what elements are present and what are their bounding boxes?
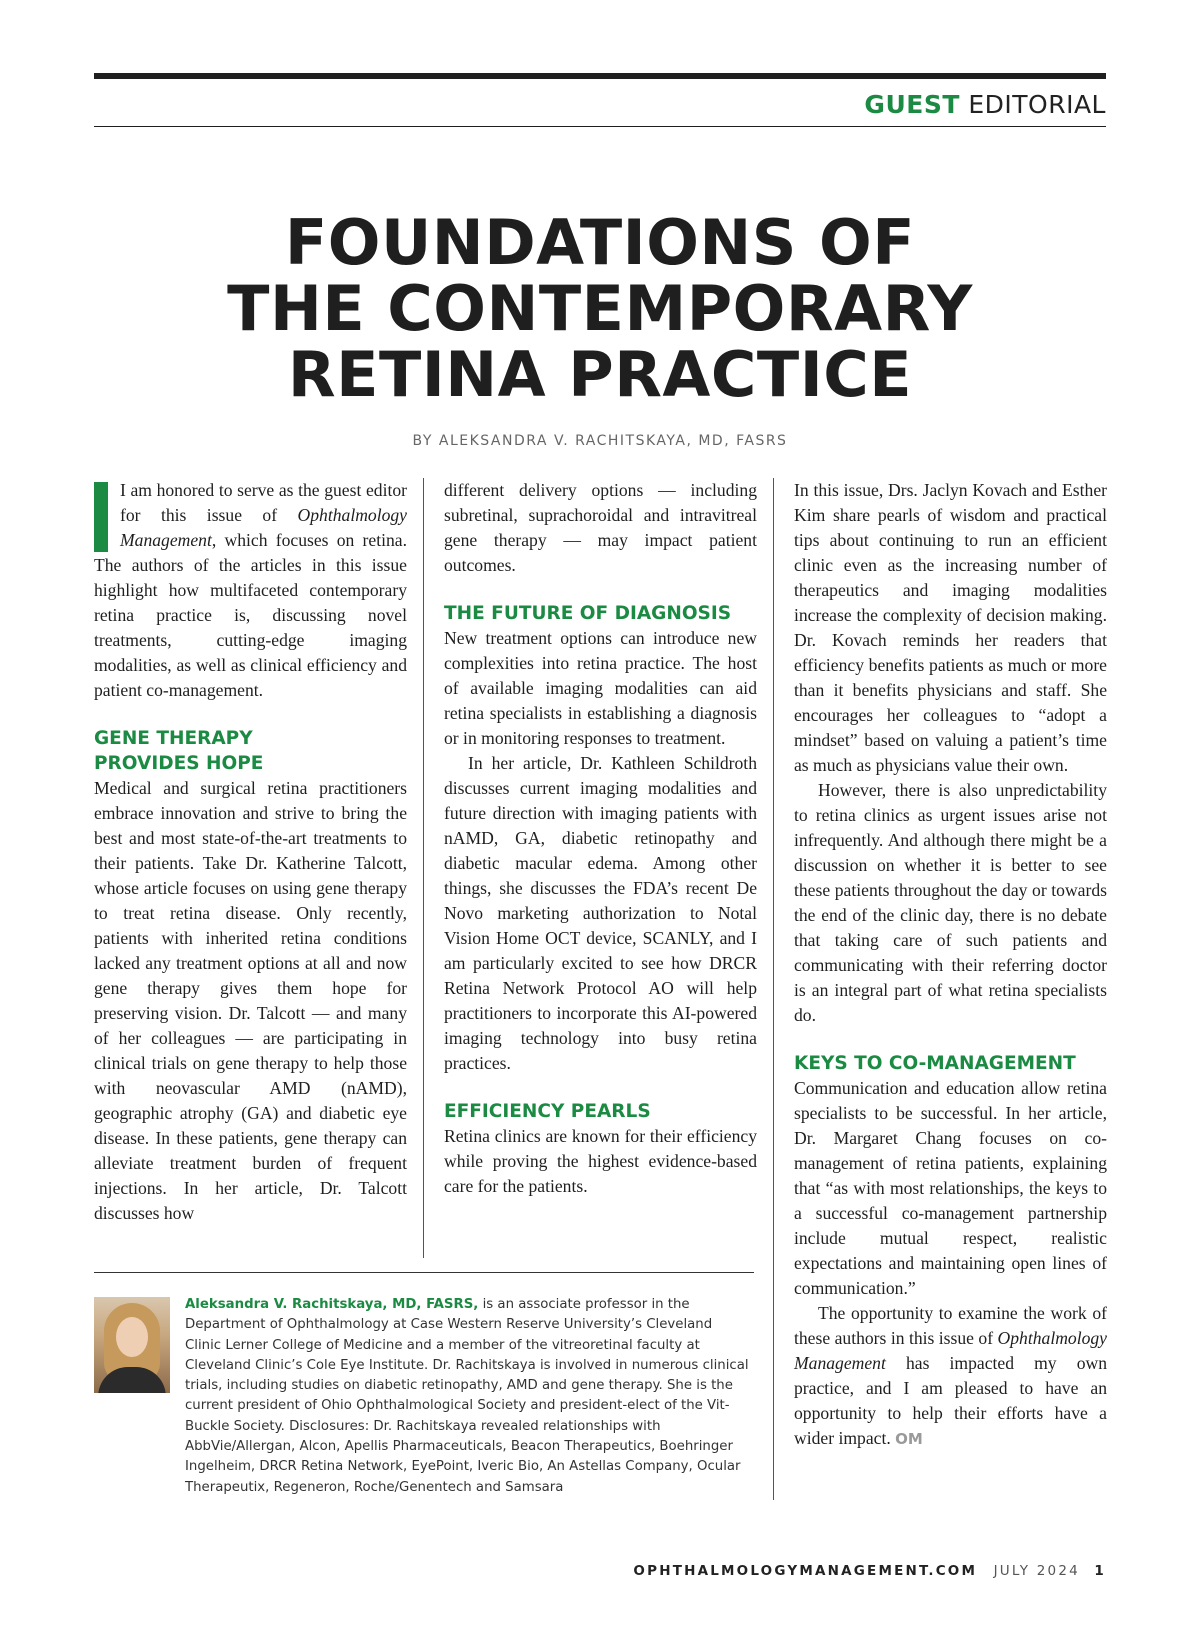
paragraph: New treatment options can introduce new complexities into retina practice. The host of available imaging modalities can aid retina specialists in establishing a diagnosis or in monitoring responses to treatment. (444, 628, 757, 748)
footer-site: OPHTHALMOLOGYMANAGEMENT.COM (633, 1563, 978, 1579)
column-2 (444, 478, 757, 1199)
paragraph: Retina clinics are known for their efficiency while proving the highest evidence-based care for the patients. (444, 1126, 757, 1196)
page-footer (633, 1563, 1106, 1579)
paragraph: In her article, Dr. Kathleen Schildroth discusses current imaging modalities and future direction with imaging patients with nAMD, GA, diabetic retinopathy and diabetic macular edema. Among other things, she discusses the FDA’s recent De Novo marketing authorization to Notal Vision Home OCT device, SCANLY, and I am particularly excited to see how DRCR Retina Network Protocol AO will help practitioners to incorporate this AI-powered imaging technology into busy retina practices. (444, 753, 757, 1073)
bio-rule (94, 1272, 754, 1273)
header-rule (94, 126, 1106, 127)
column-3 (794, 478, 1107, 1452)
section-label-light: EDITORIAL (968, 90, 1106, 119)
heading-efficiency-pearls: EFFICIENCY PEARLS (444, 1101, 651, 1122)
title-line-3: RETINA PRACTICE (287, 338, 913, 411)
title-line-2: THE CONTEMPORARY (227, 272, 973, 345)
paragraph: However, there is also unpredictability to retina clinics as urgent issues arise not infrequently. And although there might be a discussion on whether it is better to see these patients throughout the day or towards the end of the clinic day, there is no debate that taking care of such patients and communicating with their referring doctor is an integral part of what retina specialists do. (794, 780, 1107, 1025)
paragraph: In this issue, Drs. Jaclyn Kovach and Esther Kim share pearls of wisdom and practical tips about continuing to run an efficient clinic even as the increasing number of therapeutics and imaging modalities increase the complexity of decision making. Dr. Kovach reminds her readers that efficiency benefits patients as much or more than it benefits physicians and staff. She encourages her colleagues to “adopt a mindset” based on valuing a patient’s time as much as physicians value their own. (794, 480, 1107, 775)
article-title (94, 206, 1106, 411)
heading-keys-to-co-management: KEYS TO CO-MANAGEMENT (794, 1053, 1076, 1074)
paragraph: different delivery options — including subretinal, suprachoroidal and intravitreal gene therapy — may impact patient outcomes. (444, 480, 757, 575)
closing-paragraph: The opportunity to examine the work of these authors in this issue of Ophthalmology Management has impacted my own practice, and I am pleased to have an opportunity to help their efforts have a wider impact. OM (794, 1303, 1107, 1448)
paragraph: Medical and surgical retina practitioners embrace innovation and strive to bring the best and most state-of-the-art treatments to their patients. Take Dr. Katherine Talcott, whose article focuses on using gene therapy to treat retina disease. Only recently, patients with inherited retina conditions lacked any treatment options at all and now gene therapy gives them hope for preserving vision. Dr. Talcott — and many of her colleagues — are participating in clinical trials on gene therapy to help those with neovascular AMD (nAMD), geographic atrophy (GA) and diabetic eye disease. In these patients, gene therapy can alleviate treatment burden of frequent injections. In her article, Dr. Talcott discusses how (94, 778, 407, 1223)
end-mark: OM (895, 1430, 923, 1448)
heading-gene-therapy: GENE THERAPY PROVIDES HOPE (94, 728, 264, 774)
section-label (864, 90, 1106, 120)
byline: BY ALEKSANDRA V. RACHITSKAYA, MD, FASRS (412, 433, 788, 449)
author-bio: Aleksandra V. Rachitskaya, MD, FASRS, is an associate professor in the Department of Ophthalmology at Case Western Reserve University’s Cleveland Clinic Lerner College of Medicine and a member of the vitreoretinal faculty at Cleveland Clinic’s Cole Eye Institute. Dr. Rachitskaya is involved in numerous clinical trials, including studies on diabetic retinopathy, AMD and gene therapy. She is the current president of Ohio Ophthalmological Society and president-elect of the Vit-Buckle Society. Disclosures: Dr. Rachitskaya revealed relationships with AbbVie/Allergan, Alcon, Apellis Pharmaceuticals, Beacon Therapeutics, Boehringer Ingelheim, DRCR Retina Network, EyePoint, Iveric Bio, An Astellas Company, Ocular Therapeutix, Regeneron, Roche/Genentech and Samsara (185, 1297, 749, 1495)
column-divider (423, 478, 424, 1258)
column-1 (94, 478, 407, 1226)
column-divider (773, 478, 774, 1500)
heading-future-of-diagnosis: THE FUTURE OF DIAGNOSIS (444, 603, 732, 624)
author-photo (94, 1297, 170, 1393)
top-rule (94, 73, 1106, 79)
intro-paragraph: I am honored to serve as the guest editor for this issue of Ophthalmology Management, which focuses on retina. The authors of the articles in this issue highlight how multifaceted contemporary retina practice is, discussing novel treatments, cutting-edge imaging modalities, as well as clinical efficiency and patient co-management. (94, 480, 407, 700)
footer-date: JULY 2024 (993, 1563, 1080, 1579)
section-label-strong: GUEST (864, 90, 960, 119)
page-number: 1 (1094, 1563, 1106, 1579)
author-name: Aleksandra V. Rachitskaya, MD, FASRS, (185, 1297, 479, 1312)
title-line-1: FOUNDATIONS OF (284, 206, 916, 279)
dropcap-bar (94, 482, 108, 552)
paragraph: Communication and education allow retina specialists to be successful. In her article, Dr. Margaret Chang focuses on co-management of retina patients, explaining that “as with most relationships, the keys to a successful co-management partnership include mutual respect, realistic expectations and maintaining open lines of communication.” (794, 1078, 1107, 1298)
